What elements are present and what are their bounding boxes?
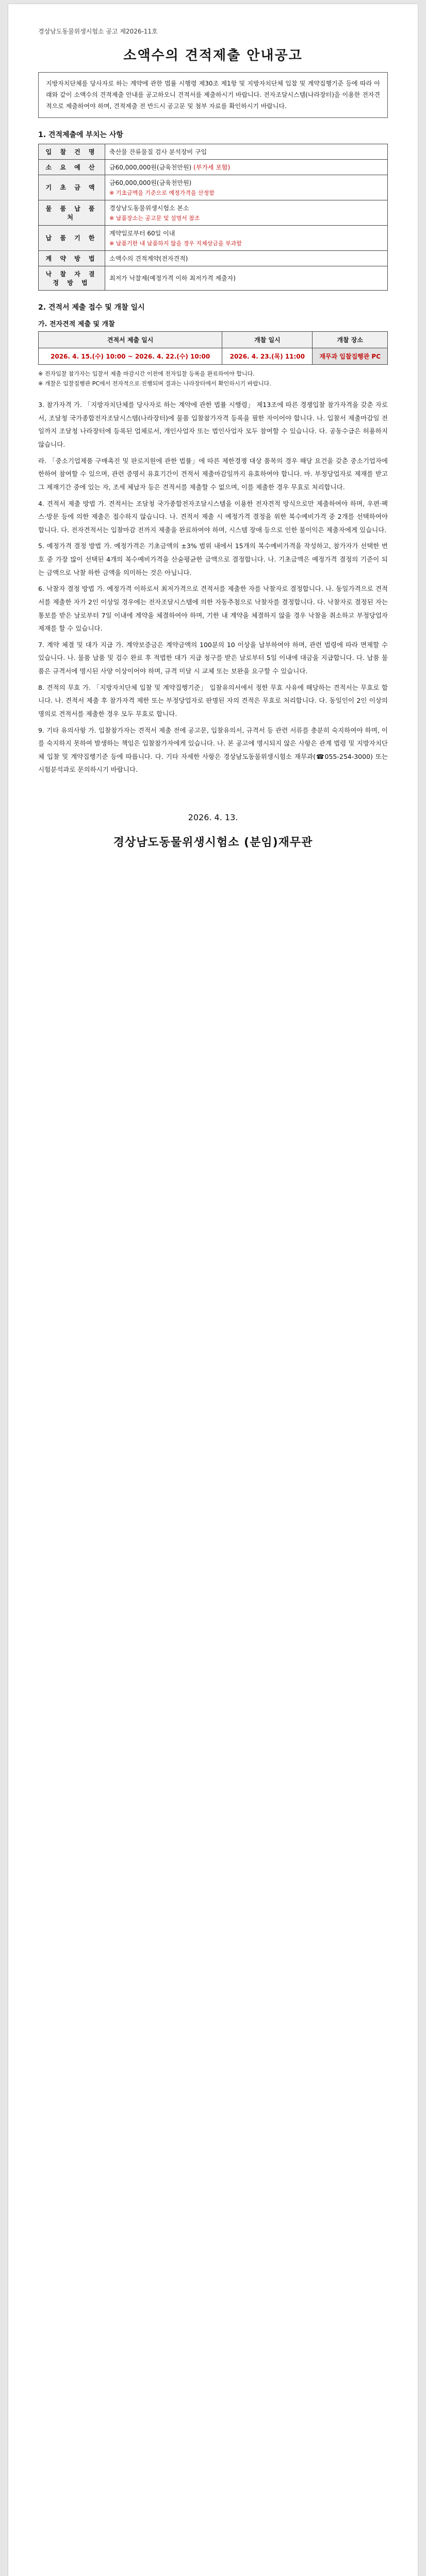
column-header: 견적서 제출 일시 (39, 331, 222, 348)
row-note: ※ 기초금액을 기준으로 예정가격을 산정함 (109, 189, 215, 196)
body-paragraph: 5. 예정가격 결정 방법 가. 예정가격은 기초금액의 ±3% 범위 내에서 15개의 복수예비가격을 작성하고, 참가자가 선택한 번호 중 가장 많이 선택된 4개의 복수예비가격을 산술평균한 금액으로 결정합니다. 나. 기초금액은 예정가격 결정의 기준이 되는 금액으로 낙찰 하한 금액을 의미하는 것은 아닙니다. (38, 542, 388, 577)
body-paragraph: 4. 견적서 제출 방법 가. 견적서는 조달청 국가종합전자조달시스템을 이용한 전자견적 방식으로만 제출하여야 하며, 우편·팩스·방문 등에 의한 제출은 접수하지 않습니다. 나. 견적서 제출 시 예정가격 결정을 위한 복수예비가격 중 2개를 선택하여야 합니다. 다. 전자견적서는 입찰마감 전까지 제출을 완료하여야 하며, 시스템 장애 등으로 인한 불이익은 제출자에게 있습니다. (38, 499, 388, 534)
section-heading-items: 1. 견적제출에 부치는 사항 (38, 130, 123, 139)
body-paragraph: 라. 「중소기업제품 구매촉진 및 판로지원에 관한 법률」에 따른 제한경쟁 대상 품목의 경우 해당 요건을 갖춘 중소기업자에 한하여 참여할 수 있으며, 관련 증명서 유효기간이 견적서 제출마감일까지 유효하여야 합니다. 마. 부정당업자로 제재를 받고 그 제재기간 중에 있는 자, 조세 체납자 등은 견적서를 제출할 수 없으며, 이를 제출한 경우 무효로 처리합니다. (38, 456, 388, 491)
notice-body (38, 398, 388, 776)
submission-period: 2026. 4. 15.(수) 10:00 ~ 2026. 4. 22.(수) 10:00 (39, 348, 222, 364)
table-row (39, 200, 388, 225)
column-header: 개찰 일시 (222, 331, 313, 348)
row-note: (부가세 포함) (193, 163, 231, 171)
table-row (39, 175, 388, 200)
body-paragraph: 8. 견적의 무효 가. 「지방자치단체 입찰 및 계약집행기준」 입찰유의서에서 정한 무효 사유에 해당하는 견적서는 무효로 합니다. 나. 견적서 제출 후 참가자격 제한 또는 부정당업자로 판명된 자의 견적은 무효로 처리합니다. 다. 동일인이 2인 이상의 명의로 견적서를 제출한 경우 모두 무효로 합니다. (38, 683, 388, 718)
note-line: ※ 전자입찰 참가자는 입찰서 제출 마감시간 이전에 전자입찰 등록을 완료하여야 합니다. (38, 370, 255, 377)
row-note: ※ 납품기한 내 납품하지 않을 경우 지체상금을 부과함 (109, 240, 242, 247)
row-label: 입 찰 건 명 (39, 144, 105, 159)
document-number: 경상남도동물위생시험소 공고 제2026-11호 (38, 28, 158, 35)
row-label: 계 약 방 법 (39, 250, 105, 266)
body-paragraph: 6. 낙찰자 결정 방법 가. 예정가격 이하로서 최저가격으로 견적서를 제출한 자를 낙찰자로 결정합니다. 나. 동일가격으로 견적서를 제출한 자가 2인 이상일 경우에는 전자조달시스템에 의한 자동추첨으로 낙찰자를 결정합니다. 다. 낙찰자로 결정된 자는 통보를 받은 날로부터 7일 이내에 계약을 체결하여야 하며, 기한 내 계약을 체결하지 않을 경우 낙찰을 취소하고 부정당업자 제재를 할 수 있습니다. (38, 585, 388, 633)
notice-page (8, 4, 418, 2576)
signature-block (38, 812, 388, 850)
table-row (39, 159, 388, 175)
row-value: 경상남도동물위생시험소 본소 ※ 납품장소는 공고문 및 설명서 참조 (105, 200, 388, 225)
row-value: 금60,000,000원(금육천만원) ※ 기초금액을 기준으로 예정가격을 산정함 (105, 175, 388, 200)
intro-box: 지방자치단체를 당사자로 하는 계약에 관한 법률 시행령 제30조 제1항 및 지방자치단체 입찰 및 계약집행기준 등에 따라 아래와 같이 소액수의 견적제출 안내를 공고하오니 견적서를 제출하시기 바랍니다. 전자조달시스템(나라장터)을 이용한 전자견적으로 제출하여야 하며, 견적제출 전 반드시 공고문 및 첨부 자료를 확인하시기 바랍니다. (38, 72, 388, 118)
issuing-organization: 경상남도동물위생시험소 (분임)재무관 (113, 836, 313, 850)
schedule-subheading: 가. 전자견적 제출 및 개찰 (38, 320, 115, 328)
schedule-notes (38, 369, 388, 389)
table-header-row (39, 331, 388, 348)
row-label: 소 요 예 산 (39, 159, 105, 175)
table-row (39, 348, 388, 364)
row-note: ※ 납품장소는 공고문 및 설명서 참조 (109, 214, 200, 222)
opening-time: 2026. 4. 23.(목) 11:00 (222, 348, 313, 364)
body-paragraph: 9. 기타 유의사항 가. 입찰참가자는 견적서 제출 전에 공고문, 입찰유의서, 규격서 등 관련 서류를 충분히 숙지하여야 하며, 이를 숙지하지 못하여 발생하는 책임은 입찰참가자에게 있습니다. 나. 본 공고에 명시되지 않은 사항은 관계 법령 및 지방자치단체 입찰 및 계약집행기준 등에 따릅니다. 다. 기타 자세한 사항은 경상남도동물위생시험소 재무과(☎055-254-3000) 또는 시험분석과로 문의하시기 바랍니다. (38, 726, 388, 774)
row-value: 최저가 낙찰제(예정가격 이하 최저가격 제출자) (105, 266, 388, 290)
note-line: ※ 개찰은 입찰집행관 PC에서 전자적으로 진행되며 결과는 나라장터에서 확인하시기 바랍니다. (38, 380, 271, 387)
table-row (39, 250, 388, 266)
body-paragraph: 7. 계약 체결 및 대가 지급 가. 계약보증금은 계약금액의 100분의 10 이상을 납부하여야 하며, 관련 법령에 따라 면제할 수 있습니다. 나. 물품 납품 및 검수 완료 후 적법한 대가 지급 청구를 받은 날로부터 5일 이내에 대금을 지급합니다. 다. 납품 물품은 규격서에 명시된 사양 이상이어야 하며, 규격 미달 시 교체 또는 보완을 요구할 수 있습니다. (38, 640, 388, 675)
table-row (39, 266, 388, 290)
row-value: 계약일로부터 60일 이내 ※ 납품기한 내 납품하지 않을 경우 지체상금을 부과함 (105, 225, 388, 250)
row-label: 기 초 금 액 (39, 175, 105, 200)
bid-info-table (38, 144, 388, 291)
section-heading-schedule: 2. 견적서 제출 접수 및 개찰 일시 (38, 303, 145, 312)
row-value: 소액수의 견적계약(전자견적) (105, 250, 388, 266)
schedule-table (38, 331, 388, 365)
body-paragraph: 3. 참가자격 가. 「지방자치단체를 당사자로 하는 계약에 관한 법률 시행령」 제13조에 따른 경쟁입찰 참가자격을 갖춘 자로서, 조달청 국가종합전자조달시스템(나라장터)에 물품 입찰참가자격 등록을 필한 자이어야 합니다. 나. 입찰서 제출마감일 전일까지 조달청 나라장터에 등록된 업체로서, 개인사업자 또는 법인사업자 모두 참여할 수 있습니다. 다. 공동수급은 허용하지 않습니다. (38, 401, 388, 449)
page-title: 소액수의 견적제출 안내공고 (123, 48, 303, 63)
row-value: 금60,000,000원(금육천만원) (부가세 포함) (105, 159, 388, 175)
row-label: 물 품 납 품 처 (39, 200, 105, 225)
notice-date: 2026. 4. 13. (188, 812, 238, 823)
table-row (39, 225, 388, 250)
row-label: 낙 찰 자 결 정 방 법 (39, 266, 105, 290)
table-row (39, 144, 388, 159)
row-label: 납 품 기 한 (39, 225, 105, 250)
opening-place: 재무과 입찰집행관 PC (313, 348, 388, 364)
column-header: 개찰 장소 (313, 331, 388, 348)
row-value: 축산물 잔류물질 검사 분석장비 구입 (105, 144, 388, 159)
